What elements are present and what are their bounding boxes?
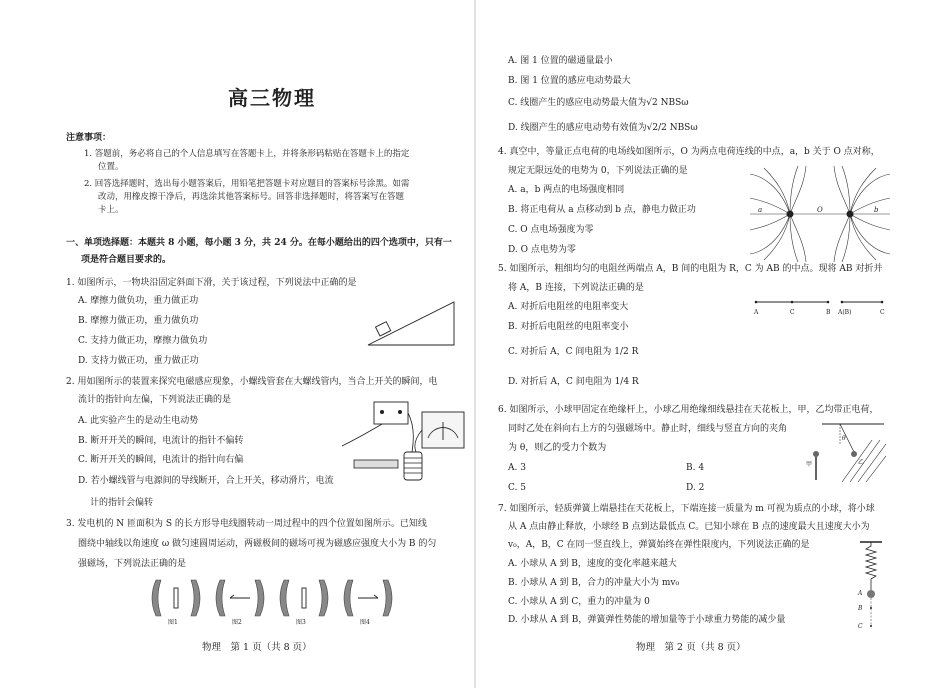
q4-option-a: A. a，b 两点的电场强度相同: [508, 185, 625, 195]
notice-line: 卡上。: [98, 205, 124, 215]
figure-label: θ: [842, 435, 846, 442]
figure-label: 甲: [806, 461, 813, 468]
electric-field-figure: [750, 166, 890, 262]
figure-label: B: [826, 309, 831, 316]
q2-option-c: C. 断开开关的瞬间，电流计的指针向右偏: [78, 455, 244, 465]
figure-label: 图1: [168, 619, 178, 626]
incline-figure: [358, 292, 458, 352]
figure-label: a: [758, 206, 763, 214]
question-5-stem: 将 A，B 连接，下列说法正确的是: [508, 283, 644, 293]
notice-heading: 注意事项：: [66, 133, 112, 143]
charged-balls-figure: [806, 422, 888, 484]
q7-option-d: D. 小球从 A 到 B，弹簧弹性势能的增加量等于小球重力势能的减少量: [508, 615, 786, 625]
page-footer: 物理 第 1 页（共 8 页）: [202, 642, 312, 653]
q2-option-d: 计的指针会偏转: [90, 498, 154, 508]
question-7-stem: v₀，A，B，C 在同一竖直线上，弹簧始终在弹性限度内，下列说法正确的是: [508, 540, 810, 550]
q1-option-b: B. 摩擦力做正功，重力做负功: [78, 316, 199, 326]
q6-option-b: B. 4: [686, 463, 705, 473]
q3-option-b: B. 图 1 位置的感应电动势最大: [508, 76, 631, 86]
question-6-stem: 为 θ，则乙的受力个数为: [508, 443, 607, 453]
q5-option-b: B. 对折后电阻丝的电阻率变小: [508, 322, 629, 332]
q7-option-a: A. 小球从 A 到 B，速度的变化率越来越大: [508, 559, 677, 569]
question-6-stem: 同时乙处在斜向右上方的匀强磁场中。静止时，细线与竖直方向的夹角: [508, 424, 788, 434]
question-6-stem: 6. 如图所示，小球甲固定在绝缘杆上，小球乙用绝缘细线悬挂在天花板上，甲，乙均带正电荷，: [498, 405, 879, 415]
q1-option-c: C. 支持力做正功，摩擦力做负功: [78, 336, 208, 346]
q1-option-a: A. 摩擦力做负功，重力做正功: [78, 296, 199, 306]
q1-option-d: D. 支持力做正功，重力做正功: [78, 356, 199, 366]
question-4-stem: 规定无限远处的电势为 0，下列说法正确的是: [508, 166, 688, 176]
question-3-stem: 强磁场，下列说法正确的是: [78, 559, 187, 569]
question-7-stem: 7. 如图所示，轻质弹簧上端悬挂在天花板上，下端连接一质量为 m 可视为质点的小球，将小球: [498, 504, 875, 514]
q5-option-d: D. 对折后 A，C 间电阻为 1/4 R: [508, 377, 639, 387]
page-footer: 物理 第 2 页（共 8 页）: [636, 642, 746, 653]
page-1: [0, 0, 474, 688]
figure-label: B: [858, 605, 863, 612]
figure-label: 图3: [296, 619, 306, 626]
figure-label: A: [754, 309, 759, 316]
figure-label: A: [858, 590, 863, 597]
section-heading: 项是符合题目要求的。: [81, 255, 172, 265]
notice-line: 位置。: [98, 162, 124, 172]
question-7-stem: 从 A 点由静止释放，小球经 B 点到达最低点 C。已知小球在 B 点的速度最大且速度大小为: [508, 522, 870, 532]
figure-label: A(B): [838, 309, 852, 316]
question-1-stem: 1. 如图所示，一物块沿固定斜面下滑，关于该过程，下列说法中正确的是: [66, 278, 357, 288]
q6-option-c: C. 5: [508, 483, 527, 493]
q2-option-a: A. 此实验产生的是动生电动势: [78, 416, 199, 426]
q3-option-c: C. 线圈产生的感应电动势最大值为√2 NBSω: [508, 98, 689, 108]
q6-option-d: D. 2: [686, 483, 705, 493]
q4-option-b: B. 将正电荷从 a 点移动到 b 点，静电力做正功: [508, 205, 696, 215]
q3-option-d: D. 线圈产生的感应电动势有效值为√2/2 NBSω: [508, 123, 698, 133]
figure-label: b: [874, 206, 879, 214]
q6-option-a: A. 3: [508, 463, 526, 473]
q3-option-a: A. 图 1 位置的磁通量最小: [508, 56, 613, 66]
resistance-wire-figure: [756, 294, 886, 320]
q4-option-d: D. O 点电势为零: [508, 245, 576, 255]
figure-label: C: [790, 309, 795, 316]
q4-option-c: C. O 点电场强度为零: [508, 225, 594, 235]
notice-line: 2. 回答选择题时，选出每小题答案后，用铅笔把答题卡对应题目的答案标号涂黑。如需: [84, 179, 410, 189]
q7-option-b: B. 小球从 A 到 B，合力的冲量大小为 mv₀: [508, 578, 680, 588]
question-5-stem: 5. 如图所示，粗细均匀的电阻丝两端点 A，B 间的电阻为 R，C 为 AB 的中点。现将 AB 对折并: [498, 264, 883, 274]
section-heading: 一、单项选择题：本题共 8 小题，每小题 3 分，共 24 分。在每小题给出的四个选项中，只有一: [66, 238, 452, 248]
generator-positions-figure: [148, 576, 398, 626]
q2-option-b: B. 断开开关的瞬间，电流计的指针不偏转: [78, 436, 244, 446]
figure-label: 乙: [858, 459, 865, 466]
induction-apparatus-figure: [342, 398, 470, 484]
exam-title: 高三物理: [228, 86, 316, 110]
q5-option-c: C. 对折后 A，C 间电阻为 1/2 R: [508, 347, 639, 357]
figure-label: C: [858, 623, 863, 630]
q2-option-d: D. 若小螺线管与电源间的导线断开，合上开关，移动滑片，电流: [78, 476, 334, 486]
figure-label: 图2: [232, 619, 242, 626]
question-3-stem: 圈绕中轴线以角速度 ω 做匀速圆周运动，两磁极间的磁场可视为磁感应强度大小为 B 的匀: [78, 539, 437, 549]
q7-option-c: C. 小球从 A 到 C，重力的冲量为 0: [508, 597, 650, 607]
spring-ball-figure: [858, 540, 884, 632]
figure-label: 图4: [360, 619, 370, 626]
question-3-stem: 3. 发电机的 N 匝面积为 S 的长方形导电线圈转动一周过程中的四个位置如图所示。已知线: [66, 519, 427, 529]
notice-line: 1. 答题前，务必将自己的个人信息填写在答题卡上，并将条形码粘贴在答题卡上的指定: [84, 149, 410, 159]
question-4-stem: 4. 真空中，等量正点电荷的电场线如图所示，O 为两点电荷连线的中点，a，b 关于 O 点对称，: [498, 147, 880, 157]
figure-label: O: [817, 206, 823, 214]
question-2-stem: 2. 用如图所示的装置来探究电磁感应现象，小螺线管套在大螺线管内，当合上开关的瞬间，电: [66, 377, 438, 387]
figure-label: C: [880, 309, 885, 316]
question-2-stem: 流计的指针向左偏，下列说法正确的是: [78, 395, 232, 405]
q5-option-a: A. 对折后电阻丝的电阻率变大: [508, 302, 629, 312]
page-2: [476, 0, 950, 688]
notice-line: 改动，用橡皮擦干净后，再选涂其他答案标号。回答非选择题时，将答案写在答题: [98, 192, 405, 202]
